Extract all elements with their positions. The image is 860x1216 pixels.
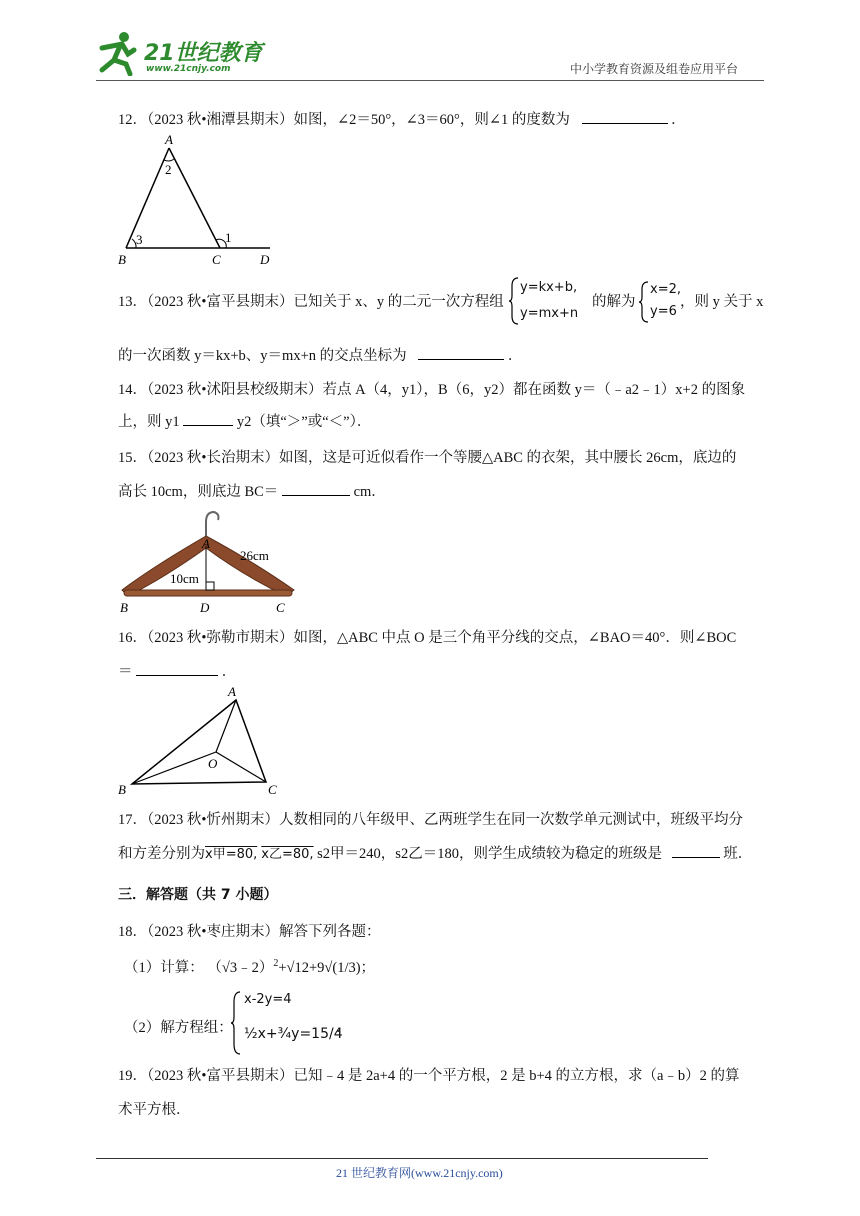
question-18-line1: 18．（2023 秋•枣庄期末）解答下列各题： <box>118 924 381 940</box>
q18-system-eq1: x-2y=4 <box>244 992 292 1007</box>
q13-pre: 13．（2023 秋•富平县期末）已知关于 x、y 的二元一次方程组 <box>118 294 504 310</box>
q18-p1-label: （1）计算： <box>124 960 204 976</box>
q12-label-2: 2 <box>165 162 172 177</box>
logo-url: www.21cnjy.com <box>146 64 231 74</box>
q15-label-C: C <box>276 600 285 615</box>
q15-line2-b: cm． <box>353 484 386 500</box>
q13-answer-blank[interactable] <box>418 345 504 360</box>
q13-solution-eq2: y=6 <box>650 304 677 319</box>
q12-end: ． <box>671 112 686 128</box>
q14-line2-b: y2（填“＞”或“＜”）． <box>236 414 372 430</box>
q12-text: 12．（2023 秋•湘潭县期末）如图，∠2＝50°，∠3＝60°，则∠1 的度数为 <box>118 112 570 128</box>
q15-answer-blank[interactable] <box>282 481 350 496</box>
q18-system-brace <box>230 990 242 1056</box>
question-15-line1: 15．（2023 秋•长治期末）如图，这是可近似看作一个等腰△ABC 的衣架，其中腰长 26cm，底边的 <box>118 450 737 466</box>
q18-part2-label: （2）解方程组： <box>124 1020 233 1036</box>
q13-end: ． <box>507 348 523 364</box>
question-14-line1: 14．（2023 秋•沭阳县校级期末）若点 A（4，y1），B（6，y2）都在函数 y＝（﹣a2﹣1）x+2 的图象 <box>118 382 746 398</box>
footer-text[interactable]: 21 世纪教育网(www.21cnjy.com) <box>336 1166 503 1180</box>
question-17-line1: 17．（2023 秋•忻州期末）人数相同的八年级甲、乙两班学生在同一次数学单元测试中，班级平均分 <box>118 812 743 828</box>
q18-part2-end: ． <box>336 1020 351 1036</box>
q18-system-eq2: ½x+¾y=15/4 <box>244 1026 343 1042</box>
question-16-line2 <box>118 660 236 681</box>
q18-part1 <box>124 956 375 977</box>
q17-answer-blank[interactable] <box>672 843 720 858</box>
q12-label-A: A <box>165 132 173 147</box>
footer-rule <box>96 1158 708 1159</box>
q17-xbar-yi: x乙=80, <box>261 847 314 862</box>
q12-label-3: 3 <box>136 232 143 247</box>
q17-xbar-jia: x甲=80, <box>205 847 258 862</box>
header-rule <box>96 80 764 81</box>
q16-label-A: A <box>228 684 236 699</box>
q16-triangle-figure <box>112 682 292 800</box>
q13-line2: 的一次函数 y＝kx+b、y＝mx+n 的交点坐标为 <box>118 348 407 364</box>
q14-answer-blank[interactable] <box>183 411 233 426</box>
question-14-line2 <box>118 410 371 431</box>
section-3-title: 三．解答题（共 7 小题） <box>118 887 278 903</box>
q17-line2-b: s2甲＝240，s2乙＝180，则学生成绩较为稳定的班级是 <box>317 846 662 862</box>
question-17-line2 <box>118 842 752 863</box>
q16-label-O: O <box>208 756 218 771</box>
q13-system-eq2: y=mx+n <box>520 306 579 321</box>
q15-label-10cm: 10cm <box>170 571 199 586</box>
logo-main: 21世纪教育 <box>144 41 263 66</box>
question-19-line2: 术平方根． <box>118 1102 191 1118</box>
logo-runner-icon <box>94 30 138 76</box>
header-right-text: 中小学教育资源及组卷应用平台 <box>570 62 739 76</box>
q12-label-C: C <box>212 252 221 267</box>
q15-label-26cm: 26cm <box>240 548 269 563</box>
q12-answer-blank[interactable] <box>582 109 668 124</box>
q16-answer-blank[interactable] <box>136 661 218 676</box>
question-16-line1: 16．（2023 秋•弥勒市期末）如图，△ABC 中点 O 是三个角平分线的交点，∠BAO＝40°．则∠BOC <box>118 630 737 646</box>
q16-label-B: B <box>118 782 126 797</box>
q13-post: ，则 y 关于 x <box>680 294 764 310</box>
q18-p1-exp: 2 <box>273 958 279 970</box>
q13-solution-eq1: x=2, <box>650 282 681 297</box>
question-13-line2 <box>118 344 522 365</box>
q12-label-1: 1 <box>225 230 232 245</box>
question-13-line1 <box>118 290 504 311</box>
question-19-line1: 19．（2023 秋•富平县期末）已知﹣4 是 2a+4 的一个平方根，2 是 b+4 的立方根，求（a﹣b）2 的算 <box>118 1068 740 1084</box>
q15-hanger-figure <box>114 506 304 616</box>
q17-line2-c: 班． <box>723 846 753 862</box>
q18-p1-expr-a: （√3﹣2） <box>207 960 274 976</box>
q15-line2-a: 高长 10cm，则底边 BC＝ <box>118 484 279 500</box>
q12-label-B: B <box>118 252 126 267</box>
q15-label-B: B <box>120 600 128 615</box>
q15-label-D: D <box>200 600 210 615</box>
q12-label-D: D <box>260 252 270 267</box>
q17-line2-a: 和方差分别为 <box>118 846 205 862</box>
q12-triangle-figure <box>112 132 282 270</box>
q13-system-brace <box>508 276 520 326</box>
q16-line2-b: ． <box>221 664 237 680</box>
question-12 <box>118 108 686 129</box>
q13-mid: 的解为 <box>592 294 636 310</box>
q14-line2-a: 上，则 y1 <box>118 414 180 430</box>
header <box>0 0 860 80</box>
q13-system-eq1: y=kx+b, <box>520 280 578 295</box>
q15-label-A: A <box>202 536 210 551</box>
q16-line2-a: ＝ <box>118 664 133 680</box>
q18-p1-expr-b: +√12+9√(1/3)； <box>278 960 376 976</box>
q16-label-C: C <box>268 782 277 797</box>
q13-solution-brace <box>638 280 650 324</box>
question-15-line2 <box>118 480 386 501</box>
